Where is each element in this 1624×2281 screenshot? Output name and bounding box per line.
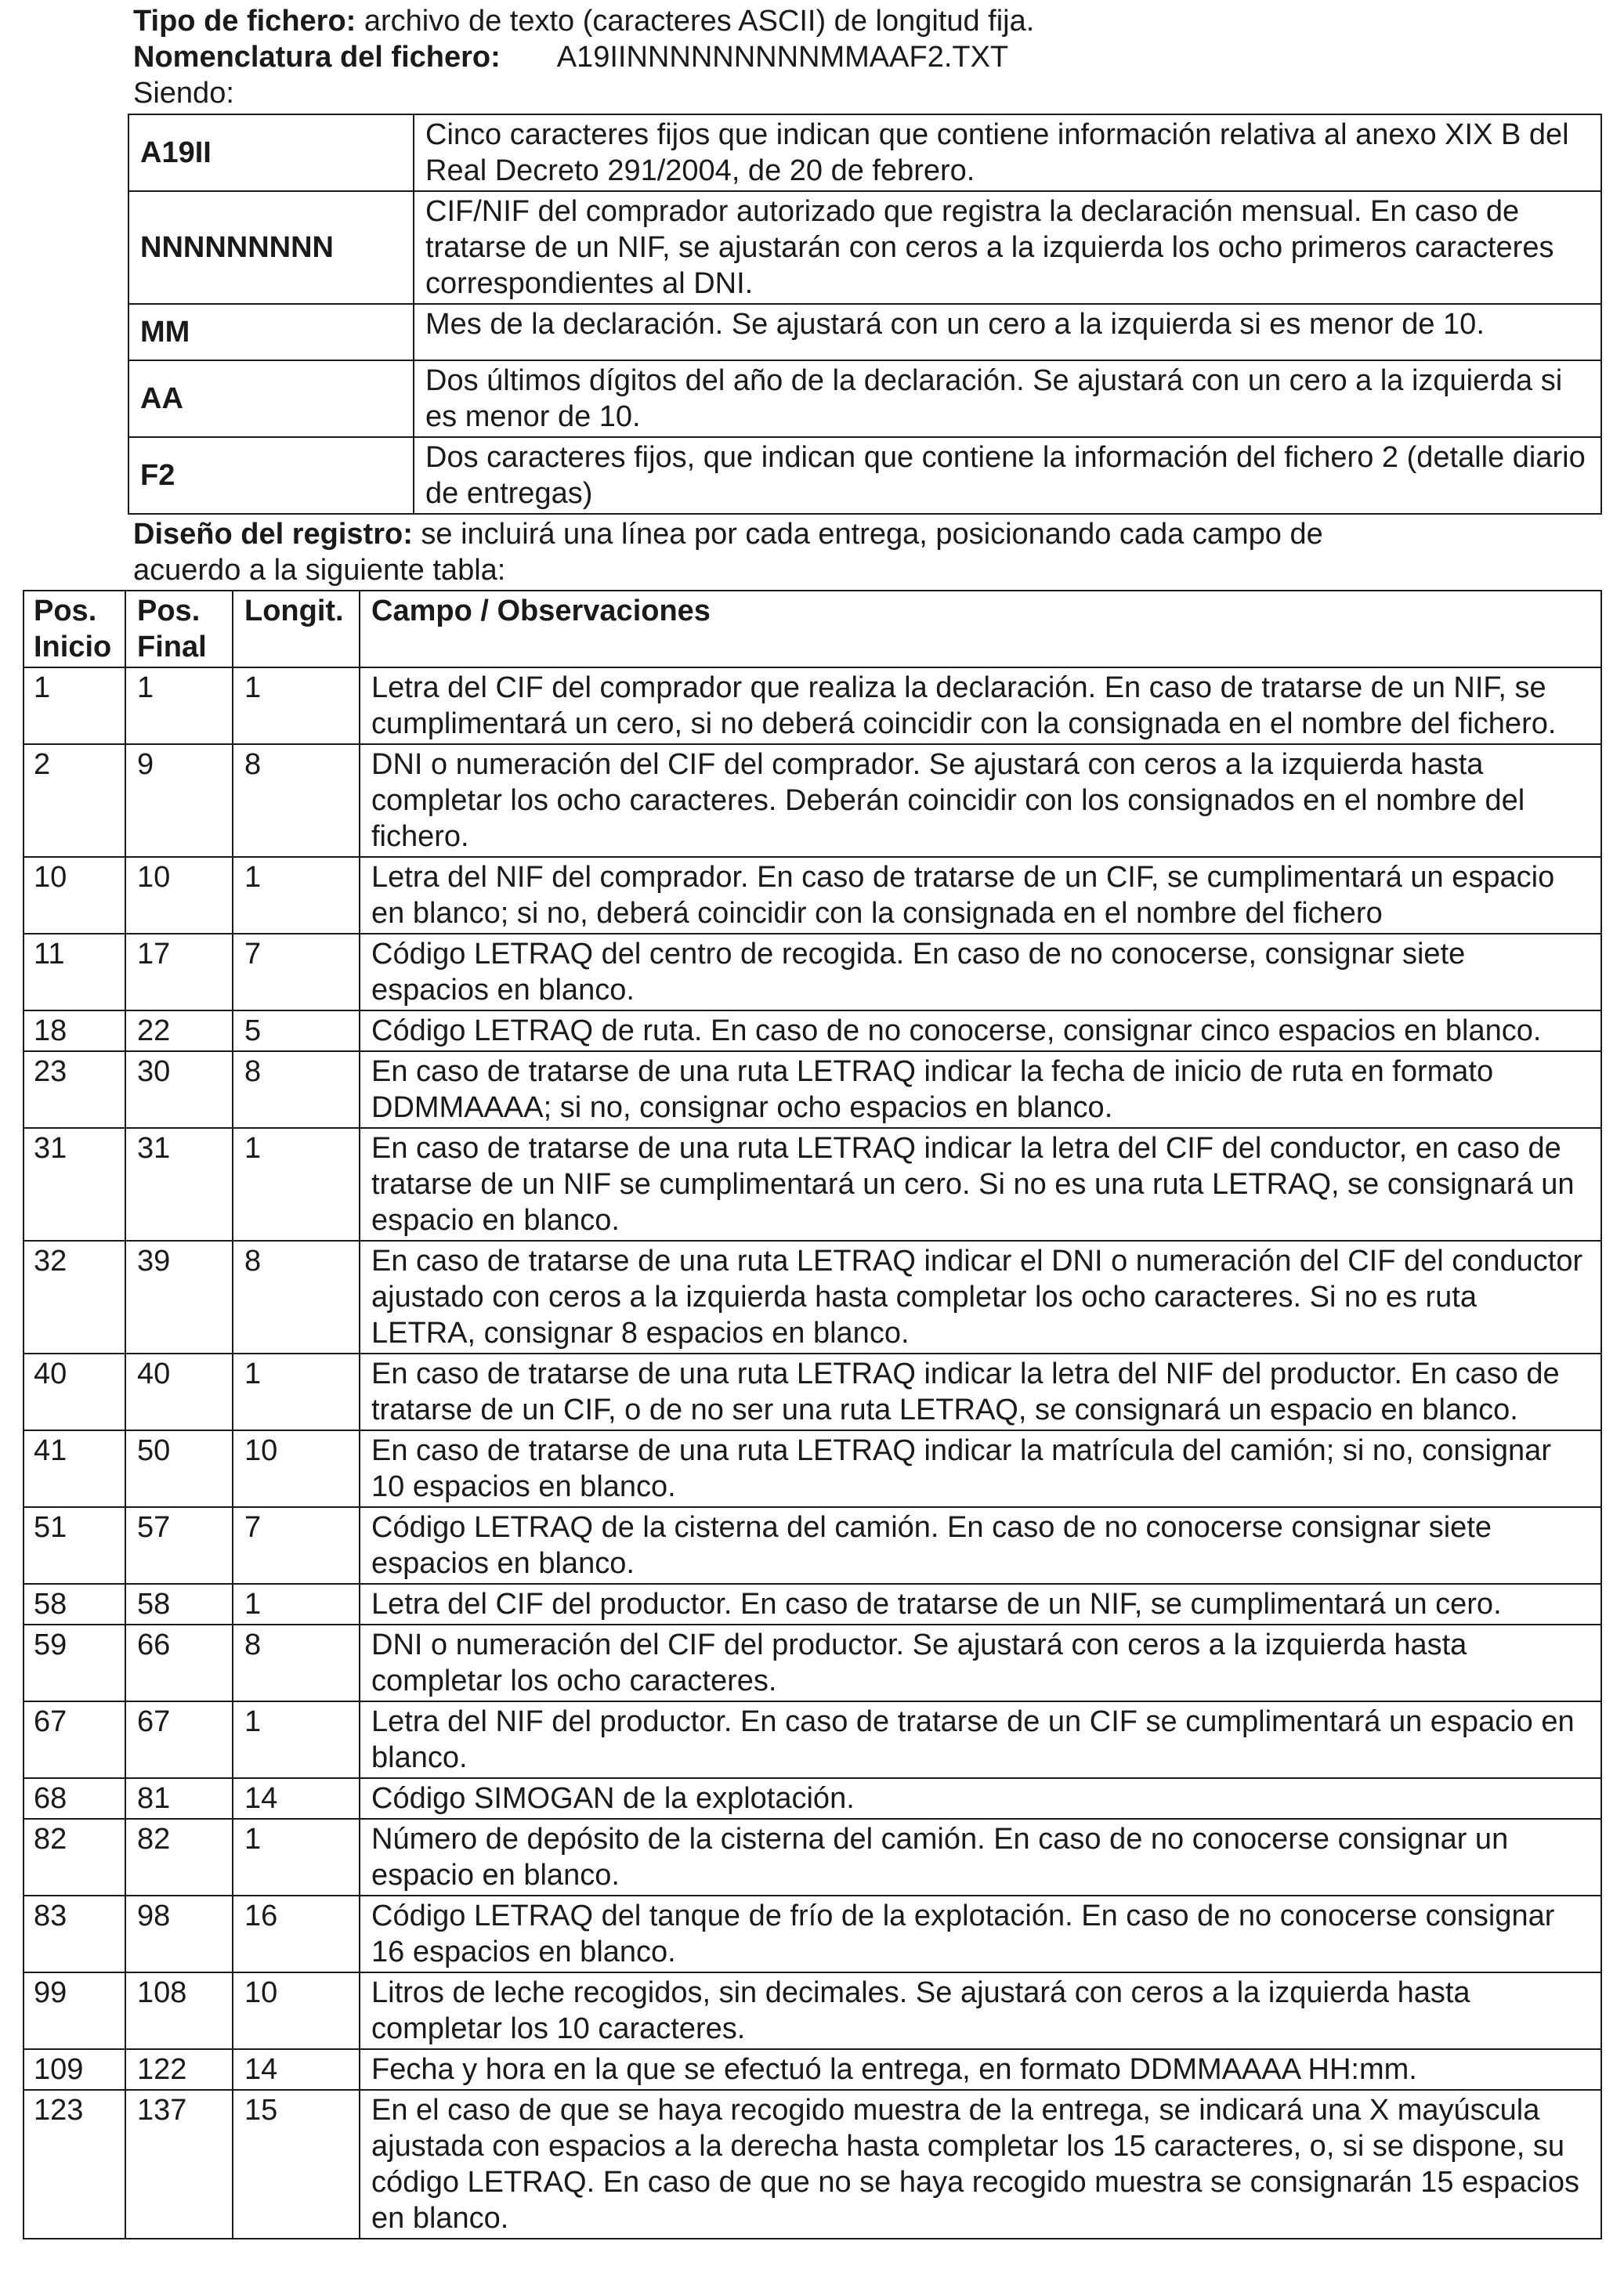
naming-row (128, 360, 1601, 437)
register-campo: Litros de leche recogidos, sin decimales. Se ajustará con ceros a la izquierda hasta completar los 10 caracteres. (360, 1972, 1601, 2049)
register-pos-final: 67 (125, 1701, 233, 1778)
naming-row (128, 304, 1601, 360)
register-pos-inicio: 109 (24, 2049, 125, 2090)
register-row (24, 1701, 1601, 1778)
register-longitud: 10 (233, 1972, 360, 2049)
register-pos-inicio: 1 (24, 667, 125, 744)
naming-description: Mes de la declaración. Se ajustará con un cero a la izquierda si es menor de 10. (414, 304, 1601, 360)
register-pos-inicio: 82 (24, 1819, 125, 1896)
register-pos-final: 82 (125, 1819, 233, 1896)
register-pos-inicio: 11 (24, 934, 125, 1010)
register-header-row (24, 591, 1601, 667)
register-header-cell: Longit. (233, 591, 360, 667)
register-longitud: 1 (233, 667, 360, 744)
register-pos-final: 122 (125, 2049, 233, 2090)
register-longitud: 1 (233, 1584, 360, 1625)
register-pos-final: 58 (125, 1584, 233, 1625)
register-row (24, 1778, 1601, 1819)
file-type-line (133, 3, 1034, 39)
register-pos-final: 10 (125, 857, 233, 934)
register-campo: Código LETRAQ de ruta. En caso de no conocerse, consignar cinco espacios en blanco. (360, 1010, 1601, 1051)
design-line-1 (133, 516, 1323, 552)
register-pos-inicio: 58 (24, 1584, 125, 1625)
register-longitud: 14 (233, 1778, 360, 1819)
naming-table (128, 114, 1602, 515)
register-row (24, 857, 1601, 934)
register-longitud: 1 (233, 1354, 360, 1430)
register-campo: En el caso de que se haya recogido muestra de la entrega, se indicará una X mayúscula ajustada con espacios a la derecha hasta completar los 15 caracteres, o, si se dispone, su código LETRAQ. En caso de que no se haya recogido muestra se consignarán 15 espacios en blanco. (360, 2090, 1601, 2239)
register-campo: En caso de tratarse de una ruta LETRAQ indicar el DNI o numeración del CIF del conductor ajustado con ceros a la izquierda hasta completar los ocho caracteres. Si no es ruta LETRA, consignar 8 espacios en blanco. (360, 1241, 1601, 1354)
register-longitud: 1 (233, 1819, 360, 1896)
register-pos-final: 9 (125, 744, 233, 857)
naming-code: A19II (128, 114, 414, 191)
register-campo: Letra del CIF del productor. En caso de tratarse de un NIF, se cumplimentará un cero. (360, 1584, 1601, 1625)
register-pos-inicio: 40 (24, 1354, 125, 1430)
register-campo: Código LETRAQ del centro de recogida. En caso de no conocerse, consignar siete espacios en blanco. (360, 934, 1601, 1010)
register-pos-final: 39 (125, 1241, 233, 1354)
register-longitud: 15 (233, 2090, 360, 2239)
register-longitud: 1 (233, 1701, 360, 1778)
register-pos-final: 81 (125, 1778, 233, 1819)
design-label: Diseño del registro: (133, 518, 413, 551)
register-pos-final: 66 (125, 1625, 233, 1701)
register-row (24, 1896, 1601, 1972)
register-pos-inicio: 68 (24, 1778, 125, 1819)
register-row (24, 1430, 1601, 1507)
register-row (24, 2090, 1601, 2239)
register-campo: Número de depósito de la cisterna del camión. En caso de no conocerse consignar un espacio en blanco. (360, 1819, 1601, 1896)
register-row (24, 744, 1601, 857)
register-row (24, 1625, 1601, 1701)
register-campo: Letra del CIF del comprador que realiza la declaración. En caso de tratarse de un NIF, se cumplimentará un cero, si no deberá coincidir con la consignada en el nombre del fichero. (360, 667, 1601, 744)
register-pos-inicio: 2 (24, 744, 125, 857)
register-pos-inicio: 51 (24, 1507, 125, 1584)
register-campo: DNI o numeración del CIF del productor. Se ajustará con ceros a la izquierda hasta completar los ocho caracteres. (360, 1625, 1601, 1701)
naming-row (128, 437, 1601, 514)
register-header-cell: Pos. Final (125, 591, 233, 667)
register-pos-final: 50 (125, 1430, 233, 1507)
register-row (24, 1128, 1601, 1241)
register-pos-final: 17 (125, 934, 233, 1010)
register-campo: En caso de tratarse de una ruta LETRAQ indicar la letra del CIF del conductor, en caso de tratarse de un NIF se cumplimentará un cero. Si no es una ruta LETRAQ, se consignará un espacio en blanco. (360, 1128, 1601, 1241)
file-type-value: archivo de texto (caracteres ASCII) de longitud fija. (356, 5, 1035, 38)
naming-description: Cinco caracteres fijos que indican que contiene información relativa al anexo XIX B del Real Decreto 291/2004, de 20 de febrero. (414, 114, 1601, 191)
naming-code: F2 (128, 437, 414, 514)
register-row (24, 1819, 1601, 1896)
register-campo: Letra del NIF del productor. En caso de tratarse de un CIF se cumplimentará un espacio en blanco. (360, 1701, 1601, 1778)
naming-description: Dos últimos dígitos del año de la declaración. Se ajustará con un cero a la izquierda si es menor de 10. (414, 360, 1601, 437)
register-row (24, 1010, 1601, 1051)
naming-row (128, 114, 1601, 191)
register-campo: En caso de tratarse de una ruta LETRAQ indicar la letra del NIF del productor. En caso de tratarse de un CIF, o de no ser una ruta LETRAQ, se consignará un espacio en blanco. (360, 1354, 1601, 1430)
siendo-label: Siendo: (133, 77, 234, 110)
register-row (24, 1051, 1601, 1128)
register-row (24, 1584, 1601, 1625)
register-header-cell: Pos. Inicio (24, 591, 125, 667)
register-pos-final: 108 (125, 1972, 233, 2049)
register-pos-inicio: 59 (24, 1625, 125, 1701)
register-table (23, 590, 1602, 2239)
register-campo: En caso de tratarse de una ruta LETRAQ indicar la matrícula del camión; si no, consignar 10 espacios en blanco. (360, 1430, 1601, 1507)
register-header-cell: Campo / Observaciones (360, 591, 1601, 667)
register-campo: Letra del NIF del comprador. En caso de tratarse de un CIF, se cumplimentará un espacio en blanco; si no, deberá coincidir con la consignada en el nombre del fichero (360, 857, 1601, 934)
register-pos-final: 137 (125, 2090, 233, 2239)
register-campo: En caso de tratarse de una ruta LETRAQ indicar la fecha de inicio de ruta en formato DDMMAAAA; si no, consignar ocho espacios en blanco. (360, 1051, 1601, 1128)
naming-description: CIF/NIF del comprador autorizado que registra la declaración mensual. En caso de tratarse de un NIF, se ajustarán con ceros a la izquierda los ocho primeros caracteres correspondientes al DNI. (414, 191, 1601, 304)
register-pos-final: 31 (125, 1128, 233, 1241)
register-campo: DNI o numeración del CIF del comprador. Se ajustará con ceros a la izquierda hasta completar los ocho caracteres. Deberán coincidir con los consignados en el nombre del fichero. (360, 744, 1601, 857)
register-campo: Código SIMOGAN de la explotación. (360, 1778, 1601, 1819)
naming-row (128, 191, 1601, 304)
register-longitud: 8 (233, 1051, 360, 1128)
register-campo: Fecha y hora en la que se efectuó la entrega, en formato DDMMAAAA HH:mm. (360, 2049, 1601, 2090)
naming-description: Dos caracteres fijos, que indican que contiene la información del fichero 2 (detalle diario de entregas) (414, 437, 1601, 514)
register-pos-inicio: 67 (24, 1701, 125, 1778)
design-text-1: se incluirá una línea por cada entrega, posicionando cada campo de (412, 518, 1323, 551)
register-longitud: 1 (233, 857, 360, 934)
file-naming-value: A19IINNNNNNNNNMMAAF2.TXT (556, 41, 1009, 74)
register-pos-inicio: 99 (24, 1972, 125, 2049)
register-longitud: 14 (233, 2049, 360, 2090)
register-longitud: 7 (233, 934, 360, 1010)
register-row (24, 1354, 1601, 1430)
register-pos-inicio: 18 (24, 1010, 125, 1051)
register-campo: Código LETRAQ de la cisterna del camión. En caso de no conocerse consignar siete espacios en blanco. (360, 1507, 1601, 1584)
register-row (24, 1507, 1601, 1584)
register-row (24, 934, 1601, 1010)
register-pos-inicio: 83 (24, 1896, 125, 1972)
register-pos-inicio: 123 (24, 2090, 125, 2239)
register-longitud: 8 (233, 1625, 360, 1701)
register-campo: Código LETRAQ del tanque de frío de la explotación. En caso de no conocerse consignar 16 espacios en blanco. (360, 1896, 1601, 1972)
register-pos-final: 30 (125, 1051, 233, 1128)
naming-code: NNNNNNNNN (128, 191, 414, 304)
register-pos-inicio: 41 (24, 1430, 125, 1507)
register-longitud: 8 (233, 1241, 360, 1354)
file-naming-label: Nomenclatura del fichero: (133, 41, 501, 74)
register-row (24, 667, 1601, 744)
register-longitud: 7 (233, 1507, 360, 1584)
register-row (24, 1972, 1601, 2049)
naming-code: AA (128, 360, 414, 437)
register-row (24, 2049, 1601, 2090)
register-pos-final: 57 (125, 1507, 233, 1584)
register-pos-inicio: 32 (24, 1241, 125, 1354)
register-pos-final: 22 (125, 1010, 233, 1051)
register-pos-inicio: 10 (24, 857, 125, 934)
file-naming-line (133, 39, 1008, 75)
register-longitud: 1 (233, 1128, 360, 1241)
register-pos-inicio: 31 (24, 1128, 125, 1241)
file-type-label: Tipo de fichero: (133, 5, 356, 38)
register-pos-inicio: 23 (24, 1051, 125, 1128)
register-row (24, 1241, 1601, 1354)
naming-code: MM (128, 304, 414, 360)
register-longitud: 10 (233, 1430, 360, 1507)
register-longitud: 16 (233, 1896, 360, 1972)
design-text-2: acuerdo a la siguiente tabla: (133, 554, 506, 587)
register-pos-final: 40 (125, 1354, 233, 1430)
register-longitud: 8 (233, 744, 360, 857)
register-pos-final: 1 (125, 667, 233, 744)
register-longitud: 5 (233, 1010, 360, 1051)
register-pos-final: 98 (125, 1896, 233, 1972)
